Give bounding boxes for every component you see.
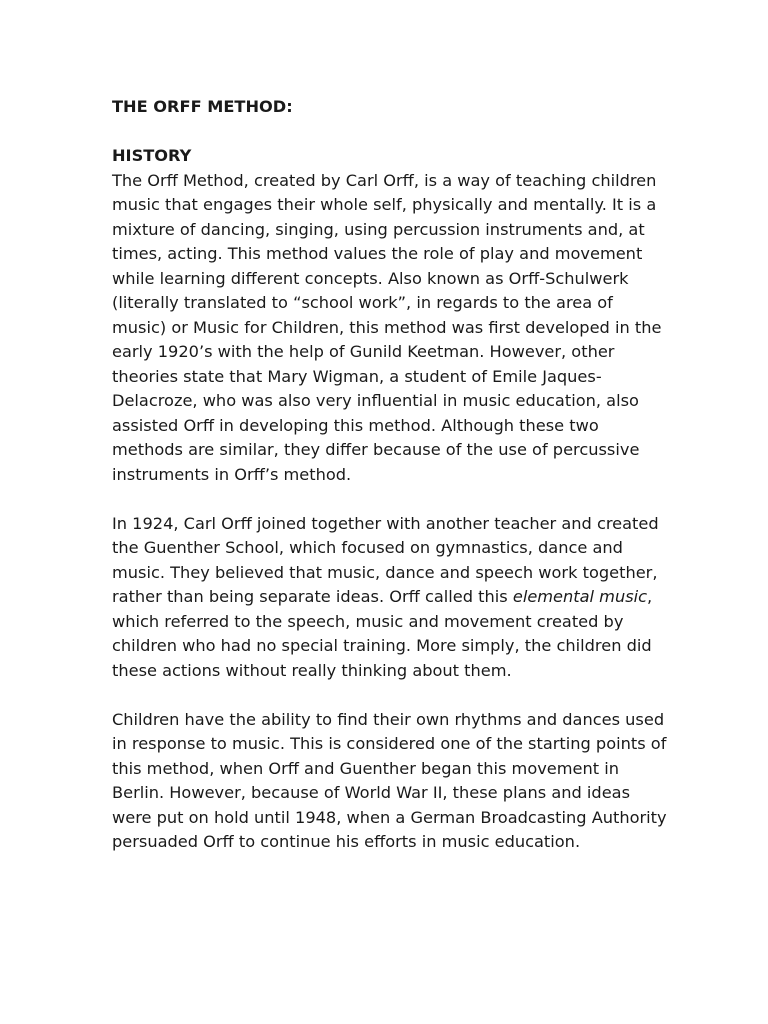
paragraph-2-text-start: In 1924, Carl Orff joined together with another teacher and created the Guenther School, which focused on gymnastics, dance and music. They believed that music, dance and speech work together, rather than being separate ideas. Orff called this [112,513,659,606]
paragraph-1: The Orff Method, created by Carl Orff, is a way of teaching children music that engages their whole self, physically and mentally. It is a mixture of dancing, singing, using percussion instruments and, at times, acting. This method values the role of play and movement while learning different concepts. Also known as Orff-Schulwerk (literally translated to “school work”, in regards to the area of music) or Music for Children, this method was first developed in the early 1920’s with the help of Gunild Keetman. However, other theories state that Mary Wigman, a student of Emile Jaques-Delacroze, who was also very influential in music education, also assisted Orff in developing this method. Although these two methods are similar, they differ because of the use of percussive instruments in Orff’s method. [112,170,662,484]
paragraph-2-text-end: , which referred to the speech, music and movement created by children who had no special training. More simply, the children did these actions without really thinking about them. [112,587,653,680]
paragraph-2-italic-term: elemental music [512,587,648,606]
document-body [112,95,672,855]
paragraph-3: Children have the ability to find their own rhythms and dances used in response to music. This is considered one of the starting points of this method, when Orff and Guenther began this movement in Berlin. However, because of World War II, these plans and ideas were put on hold until 1948, when a German Broadcasting Authority persuaded Orff to continue his efforts in music education. [112,709,667,851]
document-title: THE ORFF METHOD: [112,97,293,116]
section-heading-history: HISTORY [112,146,192,165]
paragraph-2 [112,512,672,684]
